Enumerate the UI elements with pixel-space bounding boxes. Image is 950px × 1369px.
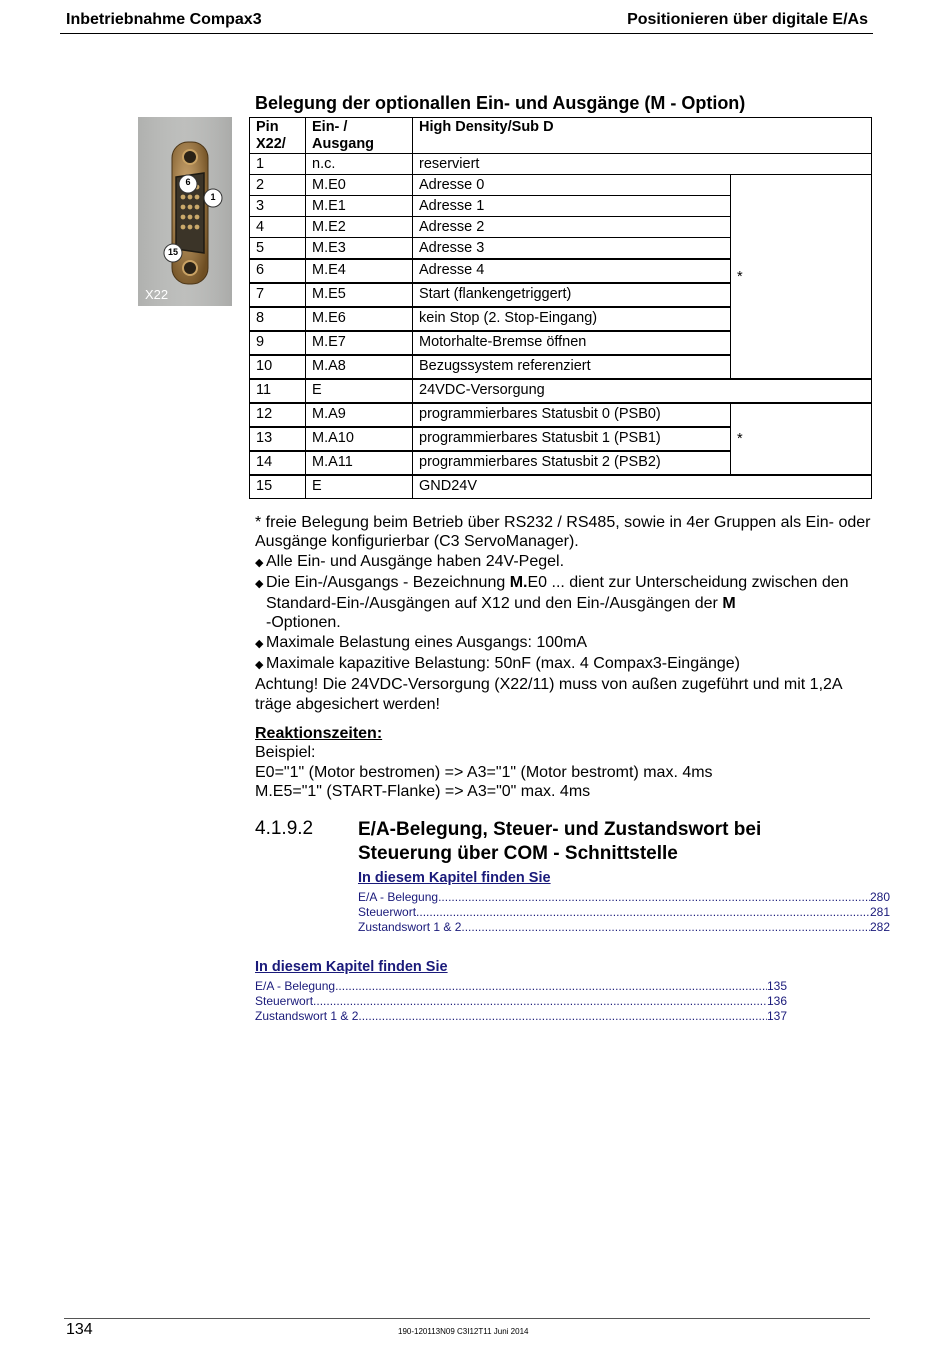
- toc-entry[interactable]: [255, 1009, 787, 1024]
- toc-entry[interactable]: [358, 920, 890, 935]
- cell-pin: 3: [250, 196, 306, 217]
- notes-block: [255, 513, 875, 801]
- cell-io: M.E1: [306, 196, 413, 217]
- toc-block-section: [255, 959, 787, 1024]
- chapter-number: 4.1.9.2: [255, 818, 314, 839]
- toc-leader: [313, 994, 767, 1009]
- cell-free-assignment-b: *: [731, 403, 872, 475]
- cell-io: M.A11: [306, 451, 413, 475]
- toc-title[interactable]: In diesem Kapitel finden Sie: [358, 870, 551, 886]
- cell-io: M.A8: [306, 355, 413, 379]
- cell-desc: Start (flankengetriggert): [413, 283, 731, 307]
- bullet-item: [255, 654, 875, 675]
- toc-entry[interactable]: [255, 994, 787, 1009]
- chapter-title: E/A-Belegung, Steuer- und Zustandswort bei Steuerung über COM - Schnittstelle: [358, 819, 762, 864]
- table-row: [250, 175, 872, 196]
- cell-pin: 14: [250, 451, 306, 475]
- bullet-bold-text: M.: [509, 573, 528, 591]
- toc-entry-page[interactable]: 281: [869, 905, 890, 919]
- cell-io: M.E2: [306, 217, 413, 238]
- toc-entry[interactable]: [255, 979, 787, 994]
- cell-desc: programmierbares Statusbit 0 (PSB0): [413, 403, 731, 427]
- example-line-1: E0="1" (Motor bestromen) => A3="1" (Motor bestromt) max. 4ms: [255, 763, 713, 781]
- pin-15-label: 15: [167, 247, 178, 257]
- bullet-diamond-icon: ◆: [255, 637, 264, 650]
- header-pin: Pin X22/: [250, 118, 306, 154]
- example-line-2: M.E5="1" (START-Flanke) => A3="0" max. 4ms: [255, 782, 591, 800]
- table-row: [250, 154, 872, 175]
- cell-pin: 1: [250, 154, 306, 175]
- header-desc: High Density/Sub D: [413, 118, 872, 154]
- bullet-diamond-icon: ◆: [255, 659, 264, 672]
- toc-leader: [335, 979, 767, 994]
- toc-entry-label[interactable]: Steuerwort: [255, 994, 314, 1008]
- cell-desc: Adresse 3: [413, 238, 731, 260]
- toc-entry-label[interactable]: Zustandswort 1 & 2: [358, 920, 462, 934]
- cell-free-assignment-a: *: [731, 175, 872, 380]
- pin-6-label: 6: [185, 177, 191, 187]
- cell-io: M.E4: [306, 259, 413, 283]
- toc-entry-label[interactable]: E/A - Belegung: [255, 979, 336, 993]
- toc-entry-label[interactable]: Steuerwort: [358, 905, 417, 919]
- header-io: Ein- / Ausgang: [306, 118, 413, 154]
- cell-desc: Adresse 0: [413, 175, 731, 196]
- bullet-diamond-icon: ◆: [255, 577, 264, 590]
- cell-pin: 5: [250, 238, 306, 260]
- document-id: 190-120113N09 C3I12T11 Juni 2014: [398, 1327, 529, 1336]
- header-rule: [60, 33, 873, 34]
- connector-x22-image: [138, 117, 232, 306]
- cell-io: M.E3: [306, 238, 413, 260]
- cell-desc: kein Stop (2. Stop-Eingang): [413, 307, 731, 331]
- cell-pin: 7: [250, 283, 306, 307]
- cell-desc: programmierbares Statusbit 1 (PSB1): [413, 427, 731, 451]
- toc-entry-page[interactable]: 136: [766, 994, 787, 1008]
- cell-desc: programmierbares Statusbit 2 (PSB2): [413, 451, 731, 475]
- table-header-row: [250, 118, 872, 154]
- bullet-diamond-icon: ◆: [255, 556, 264, 569]
- cell-desc: 24VDC-Versorgung: [413, 379, 872, 403]
- toc-entry-page[interactable]: 280: [869, 890, 890, 904]
- cell-io: M.A10: [306, 427, 413, 451]
- toc-leader: [438, 890, 870, 905]
- cell-io: n.c.: [306, 154, 413, 175]
- bullet-text: E0 ... dient zur Unterscheidung zwischen den Standard-Ein-/Ausgängen auf X12 und den Ein-/Ausgängen der: [266, 573, 849, 613]
- cell-io: E: [306, 475, 413, 499]
- table-row: [250, 403, 872, 427]
- cell-desc: Adresse 2: [413, 217, 731, 238]
- section-title: Belegung der optionallen Ein- und Ausgänge (M - Option): [255, 93, 746, 113]
- footer-rule: [64, 1318, 870, 1319]
- running-header-right: Positionieren über digitale E/As: [627, 11, 868, 28]
- cell-pin: 13: [250, 427, 306, 451]
- toc-block-chapter: [358, 870, 890, 935]
- table-row: [250, 379, 872, 403]
- sub-d-connector-icon: [138, 117, 232, 306]
- bullet-item: [255, 552, 875, 573]
- cell-pin: 8: [250, 307, 306, 331]
- footnote-text: * freie Belegung beim Betrieb über RS232 / RS485, sowie in 4er Gruppen als Ein- oder Ausgänge konfigurierbar (C3 ServoManager).: [255, 514, 871, 551]
- bullet-text: Maximale kapazitive Belastung: 50nF (max. 4 Compax3-Eingänge): [266, 655, 741, 673]
- cell-io: E: [306, 379, 413, 403]
- cell-desc: Motorhalte-Bremse öffnen: [413, 331, 731, 355]
- bullet-item: [255, 633, 875, 654]
- example-label: Beispiel:: [255, 744, 316, 762]
- cell-pin: 4: [250, 217, 306, 238]
- bullet-text: Die Ein-/Ausgangs - Bezeichnung: [266, 573, 510, 591]
- cell-desc: Adresse 4: [413, 259, 731, 283]
- bullet-bold-text: M: [722, 595, 736, 613]
- cell-io: M.E5: [306, 283, 413, 307]
- cell-desc: GND24V: [413, 475, 872, 499]
- toc-entry[interactable]: [358, 890, 890, 905]
- toc-leader: [416, 905, 870, 920]
- cell-desc: Bezugssystem referenziert: [413, 355, 731, 379]
- warning-text: Achtung! Die 24VDC-Versorgung (X22/11) muss von außen zugeführt und mit 1,2A träge abgesichert werden!: [255, 676, 842, 713]
- pin-1-label: 1: [210, 192, 216, 202]
- cell-io: M.E6: [306, 307, 413, 331]
- toc-entry-page[interactable]: 137: [766, 1009, 787, 1023]
- toc-entry-page[interactable]: 135: [766, 979, 787, 993]
- cell-io: M.A9: [306, 403, 413, 427]
- reaction-times-heading: Reaktionszeiten:: [255, 724, 383, 742]
- cell-pin: 12: [250, 403, 306, 427]
- running-header-left: Inbetriebnahme Compax3: [66, 11, 262, 28]
- cell-desc: Adresse 1: [413, 196, 731, 217]
- cell-pin: 10: [250, 355, 306, 379]
- bullet-text: Maximale Belastung eines Ausgangs: 100mA: [266, 633, 588, 651]
- cell-io: M.E7: [306, 331, 413, 355]
- bullet-text: -Optionen.: [266, 614, 341, 632]
- cell-pin: 9: [250, 331, 306, 355]
- bullet-item: [255, 573, 875, 633]
- toc-leader: [358, 1009, 767, 1024]
- cell-pin: 11: [250, 379, 306, 403]
- table-row: [250, 475, 872, 499]
- toc-title[interactable]: In diesem Kapitel finden Sie: [255, 959, 448, 975]
- cell-desc: reserviert: [413, 154, 872, 175]
- pin-assignment-table: [249, 117, 872, 499]
- toc-leader: [461, 920, 870, 935]
- cell-pin: 2: [250, 175, 306, 196]
- page-number: 134: [66, 1321, 93, 1338]
- toc-entry[interactable]: [358, 905, 890, 920]
- cell-pin: 15: [250, 475, 306, 499]
- cell-io: M.E0: [306, 175, 413, 196]
- toc-entry-page[interactable]: 282: [869, 920, 890, 934]
- toc-entry-label[interactable]: E/A - Belegung: [358, 890, 439, 904]
- toc-entry-label[interactable]: Zustandswort 1 & 2: [255, 1009, 359, 1023]
- cell-pin: 6: [250, 259, 306, 283]
- bullet-text: Alle Ein- und Ausgänge haben 24V-Pegel.: [266, 552, 565, 570]
- connector-name-label: X22: [145, 287, 169, 302]
